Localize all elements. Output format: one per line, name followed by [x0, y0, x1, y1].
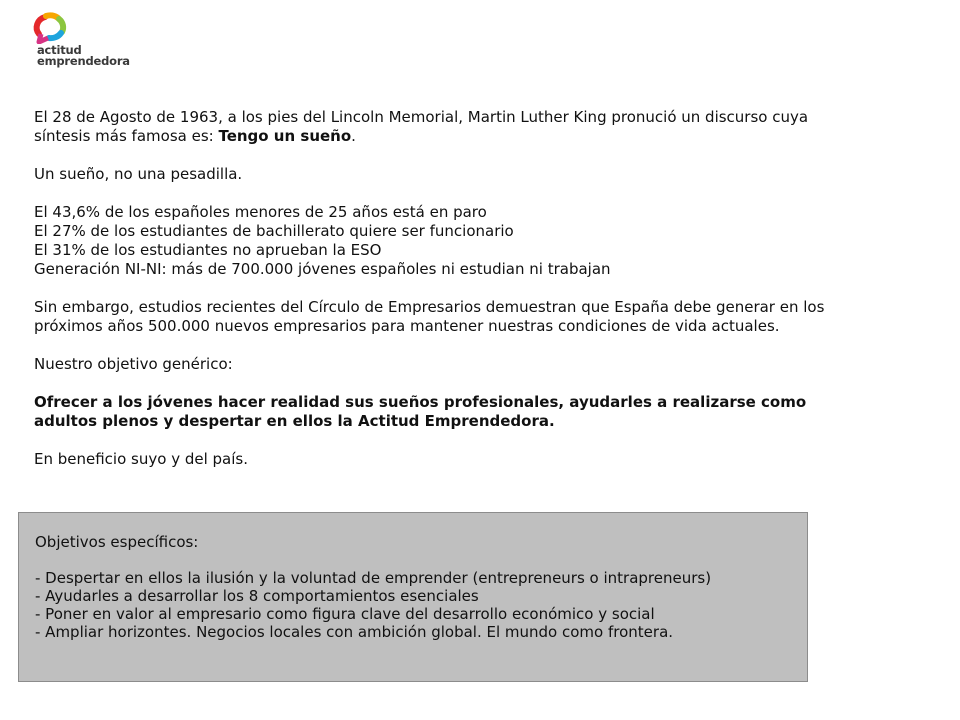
mission-line-1-text: Ofrecer a los jóvenes hacer realidad sus sueños profesionales, ayudarles a realizarse como: [34, 393, 807, 411]
logo-ring-icon: [31, 12, 71, 44]
mission-line-2: [34, 412, 914, 431]
logo: [31, 12, 131, 68]
mission-line-2-text: adultos plenos y despertar en ellos la Actitud Emprendedora.: [34, 412, 555, 430]
intro-prefix: síntesis más famosa es:: [34, 127, 219, 145]
logo-text-line2: emprendedora: [37, 54, 130, 68]
tagline: Un sueño, no una pesadilla.: [34, 165, 243, 183]
however-line-2: próximos años 500.000 nuevos empresarios para mantener nuestras condiciones de vida actuales.: [34, 317, 780, 335]
however-line-1: Sin embargo, estudios recientes del Círculo de Empresarios demuestran que España debe generar en los: [34, 298, 825, 316]
intro-line-2: [34, 127, 914, 146]
closing-line: En beneficio suyo y del país.: [34, 450, 248, 468]
specific-item: - Despertar en ellos la ilusión y la voluntad de emprender (entrepreneurs o intrapreneurs): [35, 569, 712, 587]
intro-suffix: .: [351, 127, 356, 145]
specific-title: Objetivos específicos:: [35, 533, 199, 551]
main-text: [34, 108, 914, 469]
generic-objective-label: Nuestro objetivo genérico:: [34, 355, 233, 373]
logo-text-line1: actitud: [37, 43, 82, 57]
stat-line: El 27% de los estudiantes de bachillerato quiere ser funcionario: [34, 222, 514, 240]
intro-bold: Tengo un sueño: [218, 127, 352, 145]
mission-line-1: [34, 393, 914, 412]
intro-line-1: El 28 de Agosto de 1963, a los pies del Lincoln Memorial, Martin Luther King pronució un discurso cuya: [34, 108, 809, 126]
specific-item: - Ampliar horizontes. Negocios locales con ambición global. El mundo como frontera.: [35, 623, 674, 641]
specific-objectives-box: [18, 512, 808, 682]
specific-item: - Poner en valor al empresario como figura clave del desarrollo económico y social: [35, 605, 655, 623]
stat-line: El 43,6% de los españoles menores de 25 años está en paro: [34, 203, 487, 221]
specific-item: - Ayudarles a desarrollar los 8 comportamientos esenciales: [35, 587, 479, 605]
stat-line: El 31% de los estudiantes no aprueban la ESO: [34, 241, 382, 259]
stat-line: Generación NI-NI: más de 700.000 jóvenes españoles ni estudian ni trabajan: [34, 260, 611, 278]
